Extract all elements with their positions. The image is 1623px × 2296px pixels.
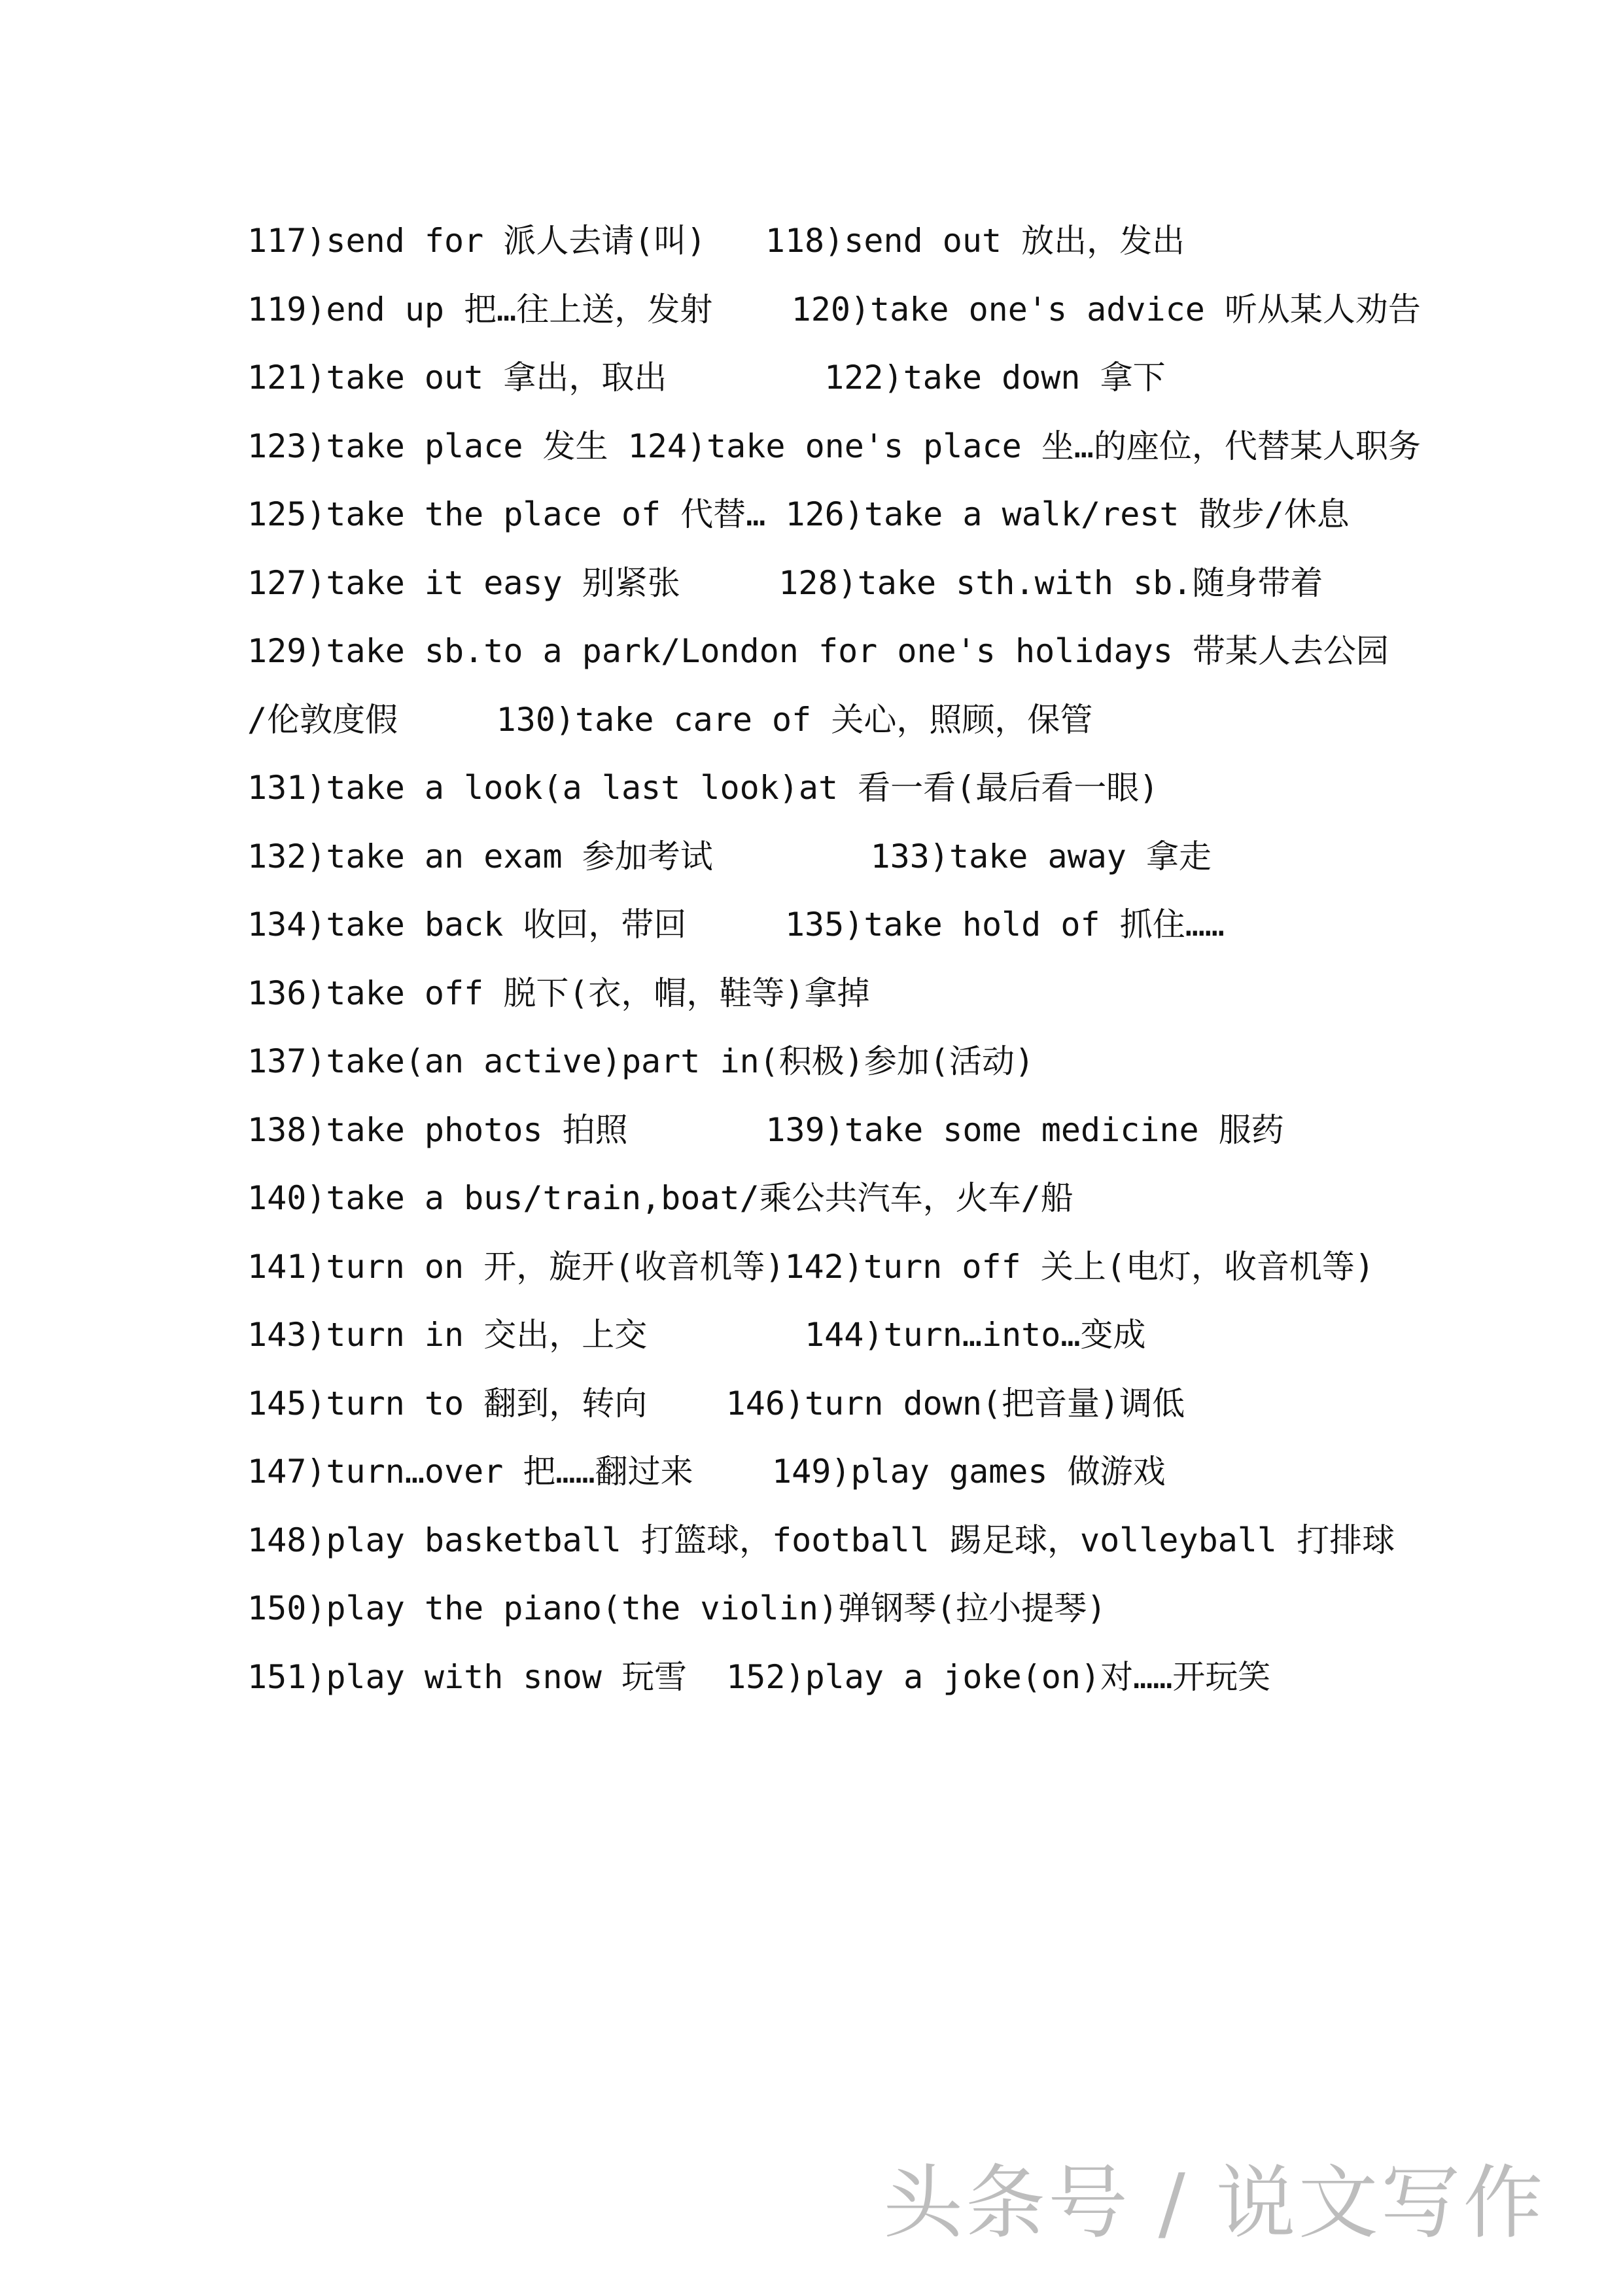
watermark: 头条号 / 说文写作 [883, 2157, 1546, 2250]
phrase-line: 140)take a bus/train,boat/乘公共汽车，火车/船 [247, 1179, 1073, 1217]
phrase-line: 150)play the piano(the violin)弹钢琴(拉小提琴) [247, 1589, 1107, 1627]
phrase-line: 125)take the place of 代替… 126)take a walk/rest 散步/休息 [247, 495, 1350, 533]
phrase-line: 147)turn…over 把……翻过来 149)play games 做游戏 [247, 1453, 1166, 1491]
phrase-line: 131)take a look(a last look)at 看一看(最后看一眼) [247, 769, 1159, 807]
phrase-line: 117)send for 派人去请(叫) 118)send out 放出，发出 [247, 222, 1185, 260]
phrase-line: 137)take(an active)part in(积极)参加(活动) [247, 1042, 1035, 1080]
phrase-line: 136)take off 脱下(衣，帽，鞋等)拿掉 [247, 974, 870, 1012]
phrase-line: 138)take photos 拍照 139)take some medicine 服药 [247, 1110, 1284, 1149]
phrase-line: 119)end up 把…往上送，发射 120)take one's advice 听从某人劝告 [247, 290, 1421, 328]
phrase-line: 143)turn in 交出，上交 144)turn…into…变成 [247, 1316, 1146, 1354]
phrase-line: 132)take an exam 参加考试 133)take away 拿走 [247, 837, 1212, 875]
phrase-line: 145)turn to 翻到，转向 146)turn down(把音量)调低 [247, 1384, 1185, 1422]
phrase-list [247, 216, 1421, 1720]
phrase-line: 123)take place 发生 124)take one's place 坐…的座位，代替某人职务 [247, 427, 1421, 465]
phrase-line: 121)take out 拿出，取出 122)take down 拿下 [247, 359, 1166, 397]
phrase-line: /伦敦度假 130)take care of 关心，照顾，保管 [247, 700, 1093, 739]
phrase-line: 134)take back 收回，带回 135)take hold of 抓住…… [247, 906, 1225, 944]
phrase-line: 151)play with snow 玩雪 152)play a joke(on)对……开玩笑 [247, 1657, 1271, 1696]
phrase-line: 127)take it easy 别紧张 128)take sth.with sb.随身带着 [247, 563, 1323, 602]
phrase-line: 129)take sb.to a park/London for one's holidays 带某人去公园 [247, 632, 1389, 670]
phrase-line: 141)turn on 开，旋开(收音机等)142)turn off 关上(电灯，收音机等) [247, 1247, 1374, 1286]
phrase-line: 148)play basketball 打篮球，football 踢足球，volleyball 打排球 [247, 1521, 1395, 1559]
